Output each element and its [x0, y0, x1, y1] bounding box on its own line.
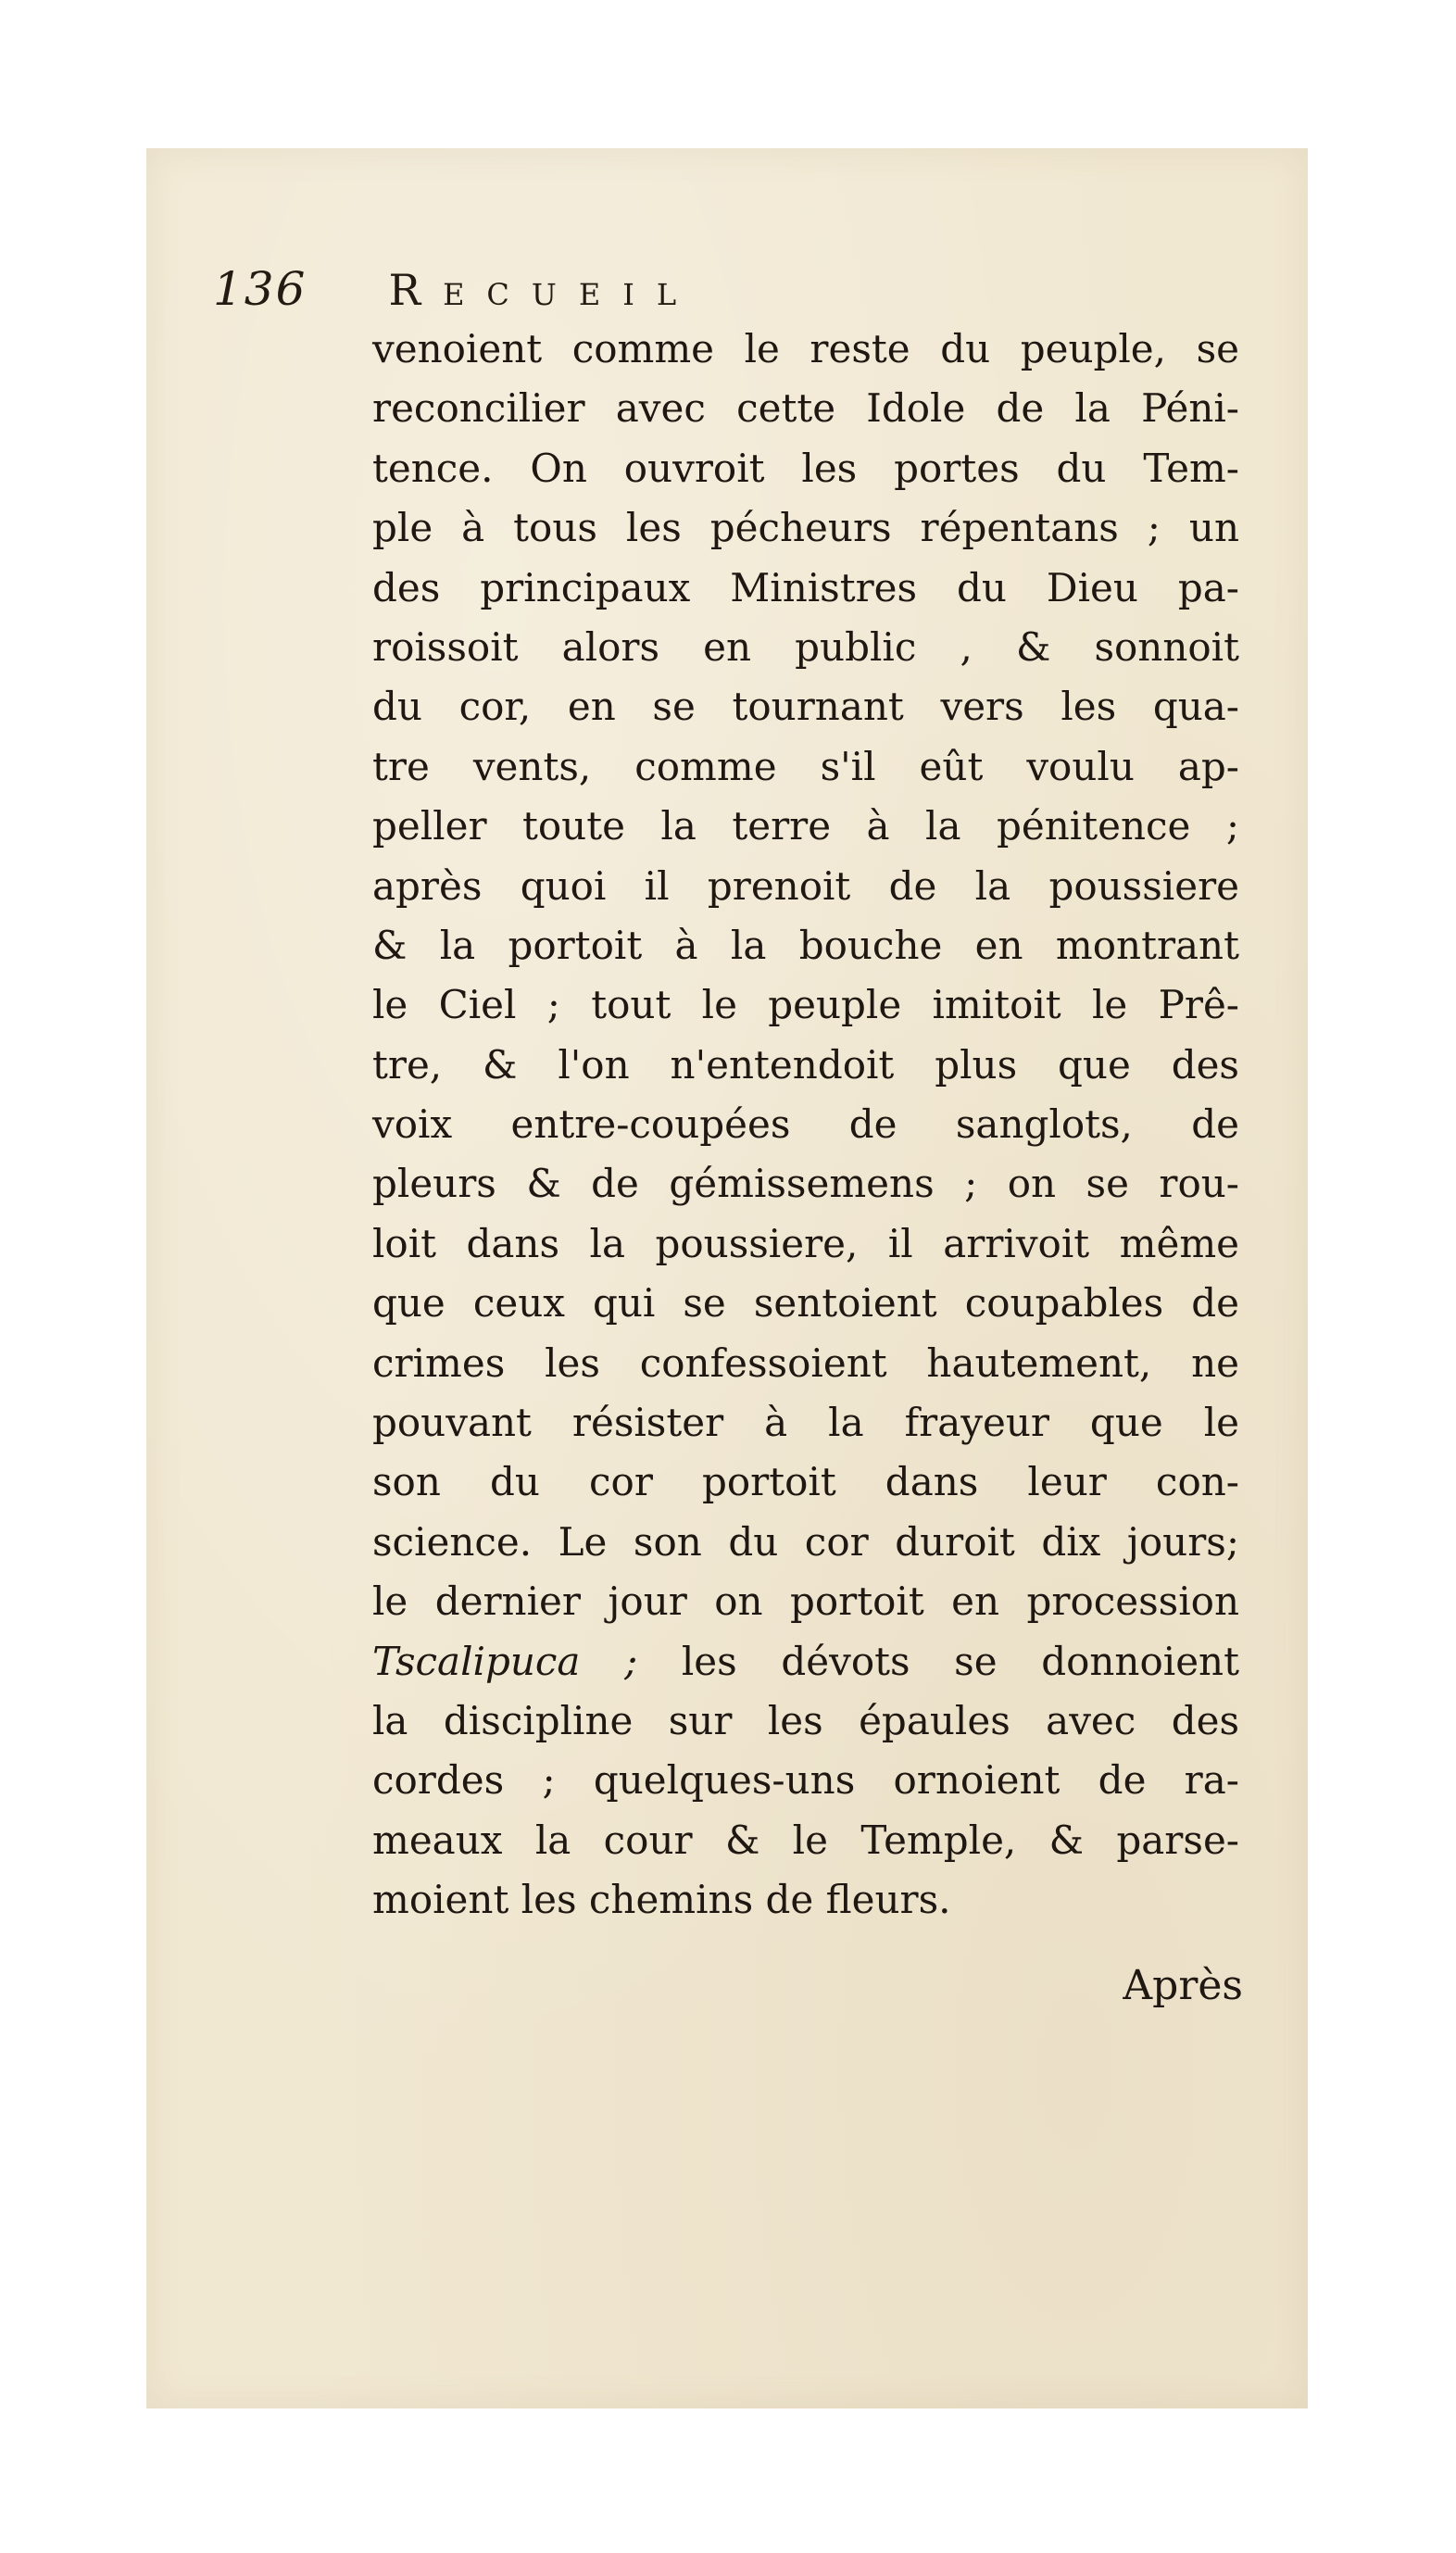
text-line: tre, & l'on n'entendoit plus que des [372, 1041, 1239, 1088]
running-head: Recueil [388, 265, 699, 315]
text-line: ple à tous les pécheurs répentans ; un [372, 505, 1239, 551]
text-line: reconcilier avec cette Idole de la Péni- [372, 385, 1239, 432]
text-line: pleurs & de gémissemens ; on se rou- [372, 1161, 1239, 1207]
text-line: le dernier jour on portoit en procession [372, 1578, 1239, 1625]
text-line: venoient comme le reste du peuple, se [372, 326, 1239, 371]
text-line-last: moient les chemins de fleurs. [372, 1877, 951, 1923]
text-line: le Ciel ; tout le peuple imitoit le Prê- [372, 982, 1239, 1028]
text-line: voix entre-coupées de sanglots, de [372, 1101, 1239, 1148]
italic-proper-name: Tscalipuca ; [372, 1638, 638, 1684]
page-header [213, 262, 698, 327]
text-line: crimes les confessoient hautement, ne [372, 1339, 1239, 1386]
text-line: loit dans la poussiere, il arrivoit même [372, 1220, 1239, 1266]
text-line: tence. On ouvroit les portes du Tem- [372, 445, 1239, 491]
text-line: que ceux qui se sentoient coupables de [372, 1280, 1239, 1327]
text-line: son du cor portoit dans leur con- [372, 1459, 1239, 1505]
text-line: des principaux Ministres du Dieu pa- [372, 564, 1239, 610]
text-line: cordes ; quelques-uns ornoient de ra- [372, 1757, 1239, 1804]
page-number: 136 [213, 262, 308, 316]
body-text [372, 320, 1239, 1930]
text-line: la discipline sur les épaules avec des [372, 1697, 1239, 1743]
catchword: Après [1123, 1962, 1243, 2009]
text-line: & la portoit à la bouche en montrant [372, 922, 1239, 968]
text-line: Tscalipuca ; les dévots se donnoient [372, 1638, 1239, 1684]
text-line: roissoit alors en public , & sonnoit [372, 623, 1239, 670]
text-line: du cor, en se tournant vers les qua- [372, 684, 1239, 730]
text-line: peller toute la terre à la pénitence ; [372, 803, 1239, 849]
text-line: après quoi il prenoit de la poussiere [372, 862, 1239, 909]
text-line: science. Le son du cor duroit dix jours; [372, 1518, 1239, 1565]
text-line: pouvant résister à la frayeur que le [372, 1400, 1239, 1446]
text-line: tre vents, comme s'il eût voulu ap- [372, 743, 1239, 789]
text-line: meaux la cour & le Temple, & parse- [372, 1817, 1239, 1863]
